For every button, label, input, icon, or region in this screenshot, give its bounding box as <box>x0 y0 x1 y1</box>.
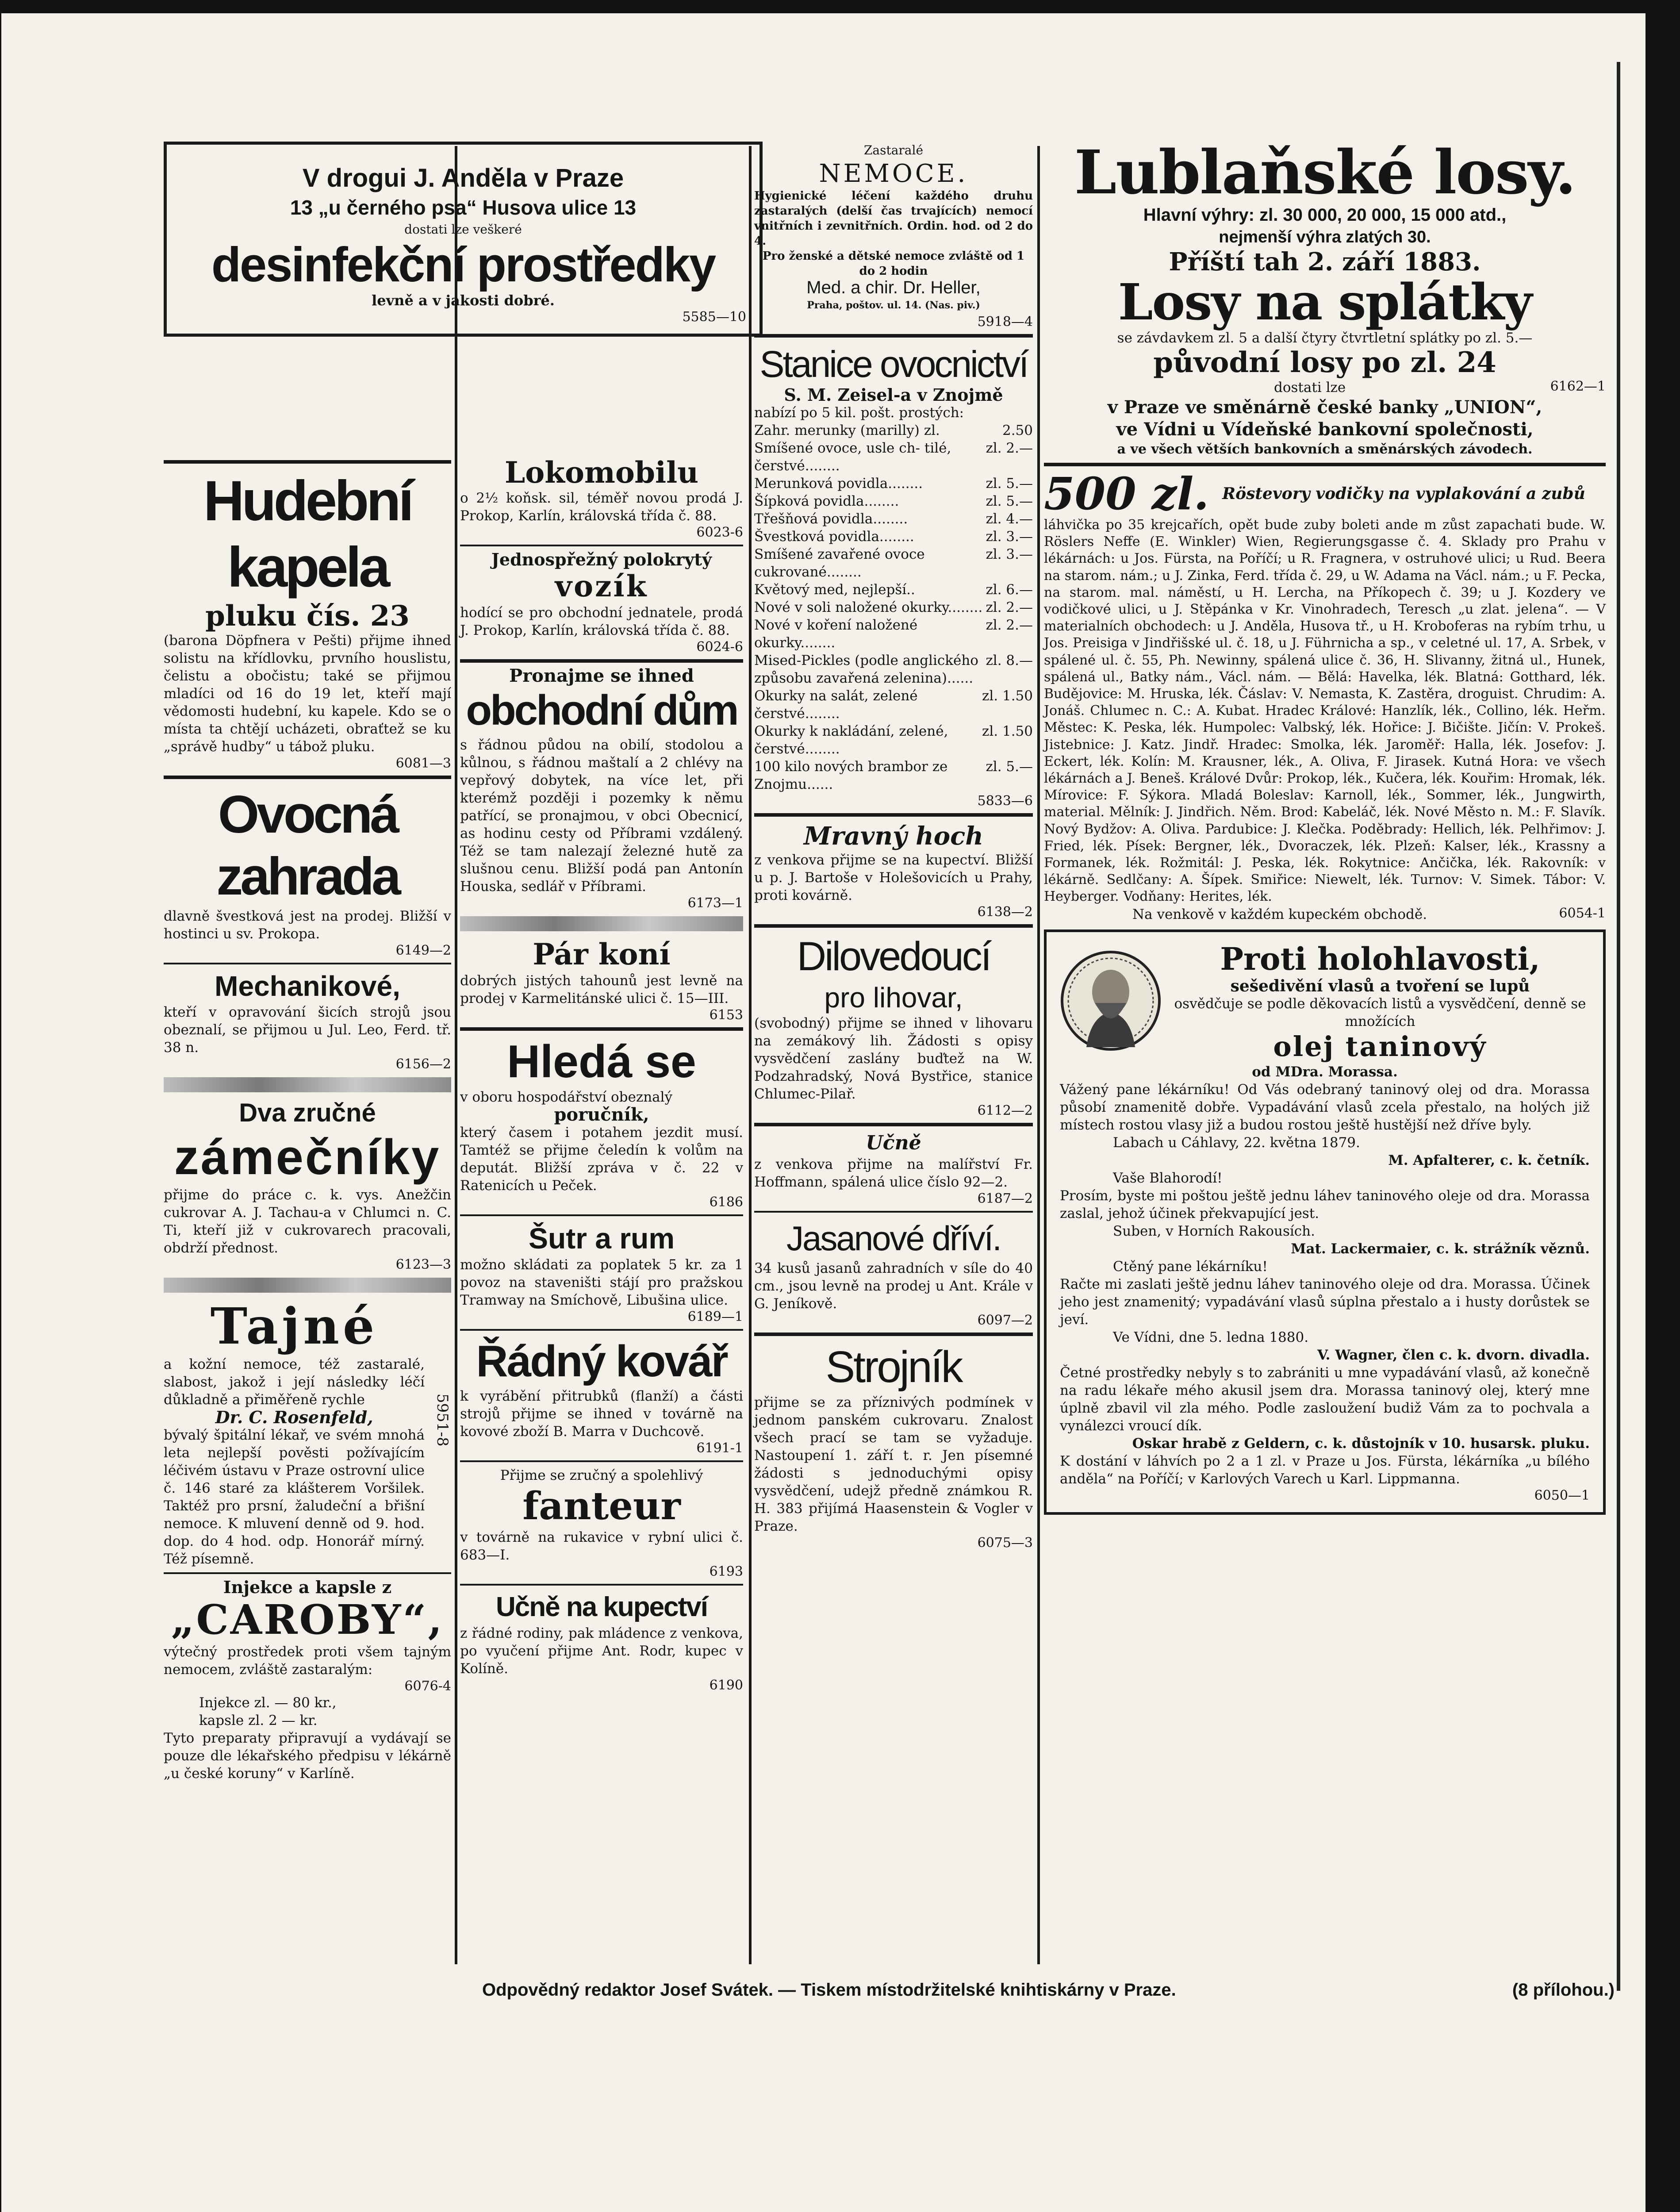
divider <box>460 545 743 546</box>
column-rule-3 <box>1037 146 1040 1964</box>
side-number: 5951-8 <box>433 1394 451 1447</box>
ad-line: Hlavní výhry: zl. 30 000, 20 000, 15 000 atd., <box>1143 205 1507 225</box>
ad-mravny-hoch <box>754 821 1033 920</box>
ad-ovocna-zahrada <box>164 783 451 958</box>
ad-number: 6149—2 <box>395 943 451 958</box>
ad-number: 6193 <box>709 1564 743 1579</box>
price-item-price: zl. 1.50 <box>982 688 1033 704</box>
ad-text: přijme do práce c. k. vys. Anežčin cukrovar A. J. Tachau-a v Chlumci n. C. Ti, kteří již v cukrovarech pracovali, obdrží přednost. <box>164 1187 451 1256</box>
price-row <box>754 599 1033 616</box>
ad-lublanske-losy <box>1044 137 1606 458</box>
ad-proti-holohlavosti <box>1044 929 1606 1515</box>
ad-number: 6186 <box>709 1194 743 1210</box>
ad-headline: Losy na splátky <box>1118 273 1532 331</box>
price-row <box>754 616 1033 652</box>
ad-number: 6112—2 <box>977 1103 1033 1118</box>
ad-headline: Řádný kovář <box>476 1336 727 1386</box>
ad-headline: Lokomobilu <box>504 455 699 490</box>
divider <box>164 776 451 779</box>
price-row <box>754 758 1033 793</box>
ad-text: a kožní nemoce, též zastaralé, slabost, jakož i její následky léčí důkladně a přiměřeně rychle <box>164 1356 425 1408</box>
price-item-price: zl. 1.50 <box>982 723 1033 739</box>
ad-text: Hygienické léčení každého druhu zastaralých (delší čas trvajících) nemocí vnitřních i zevnitřních. Ordin. hod. od 2 do 4. <box>754 189 1033 248</box>
ad-line: od MDra. Morassa. <box>1252 1064 1398 1080</box>
ad-text: (svobodný) přijme se ihned v lihovaru na zemákový lih. Žádosti s opisy vysvědčení zaslány buďtež na W. Podzahradský, Nová Bystřice, stanice Chlumec-Pilař. <box>754 1015 1033 1102</box>
ad-line: V drogui J. Anděla v Praze <box>302 164 624 192</box>
price-row <box>754 510 1033 528</box>
ad-hleda-se <box>460 1035 743 1210</box>
ad-text: z venkova přijme se na kupectví. Bližší u p. J. Bartoše v Holešovicích u Prahy, proti kovárně. <box>754 852 1033 903</box>
ad-text: Vážený pane lékárníku! Od Vás odebraný taninový olej od dra. Morassa působí znamenitě dobře. Vypadávání vlasů zcela přestalo, na holých již místech rostou vlasy již a budou rostou ještě hustější než dříve byly. <box>1060 1081 1590 1133</box>
ad-number: 6050—1 <box>1534 1487 1590 1503</box>
ad-line: Pronajme se ihned <box>509 665 694 686</box>
ad-headline: desinfekční prostředky <box>211 238 715 292</box>
ad-text: přijme se za příznivých podmínek v jednom panském cukrovaru. Znalost všech prací se tam se vyžaduje. Nastoupení 1. září t. r. Jen písemné žádosti s jednoduchými opisy vysvědčení, udejž předně známkou R. H. 383 přijímá Haasenstein & Vogler v Praze. <box>754 1394 1033 1534</box>
ad-text: Račte mi zaslati ještě jednu láhev taninového oleje od dra. Morassa. Účinek jeho jest znamenitý; vypadávání vlasů súplna přestalo a i husty dorůstek se jeví. <box>1060 1276 1590 1328</box>
price-item-price: zl. 5.— <box>986 759 1033 775</box>
divider <box>754 813 1033 817</box>
price-item-price: zl. 6.— <box>986 582 1033 598</box>
ad-text: o 2½ koňsk. sil, téměř novou prodá J. Prokop, Karlín, královská třída č. 88. <box>460 490 743 524</box>
ad-subheadline: olej taninový <box>1273 1030 1487 1063</box>
price-item-price: zl. 5.— <box>986 493 1033 509</box>
ad-headline: Strojník <box>825 1342 962 1392</box>
price-item-name: Merunková povidla........ <box>754 476 923 492</box>
ad-500-zl <box>1044 468 1606 923</box>
divider <box>460 659 743 663</box>
price-item-name: Mised-Pickles (podle anglického způsobu zavařená zelenina)...... <box>754 653 978 686</box>
ad-text: Četné prostředky nebyly s to zabrániti u mne vypadávání vlasů, až konečně na radu lékaře mého akusil jsem dra. Morassa taninový olej, který mne úplně zbavil vil zla mého. Podle zasloužení budiž Vám za to pochvala a vynálezci vroucí dík. <box>1060 1364 1590 1434</box>
ad-headline: Učně na kupectví <box>496 1592 707 1622</box>
divider <box>460 1584 743 1586</box>
ad-text: který časem i potahem jezdit musí. Tamtéž se přijme čeledín k volům na deputát. Bližší zpráva v č. 22 v Ratenicích u Peček. <box>460 1125 743 1194</box>
ad-line: Jednospřežný polokrytý <box>491 549 712 569</box>
ad-text: možno skládati za poplatek 5 kr. za 1 povoz na staveništi stájí pro pražskou Tramway na Smíchově, Libušina ulice. <box>460 1257 743 1308</box>
ad-text: nabízí po 5 kil. pošt. prostých: <box>754 405 964 421</box>
ad-obchodni-dum <box>460 667 743 911</box>
ad-line: dostati lze veškeré <box>404 222 522 237</box>
divider <box>754 924 1033 928</box>
ad-headline: Ovocná zahrada <box>216 785 399 906</box>
ad-headline: 500 zl. <box>1044 468 1209 520</box>
ad-number: 6190 <box>709 1678 743 1693</box>
ad-headline: obchodní dům <box>466 687 737 734</box>
price-row <box>754 492 1033 510</box>
ad-text: Ctěný pane lékárníku! <box>1113 1258 1268 1275</box>
ad-text: k vyrábění přitrubků (flanží) a části strojů přijme se ihned v továrně na kovové zboží B. Marra v Duchcově. <box>460 1388 743 1440</box>
ad-number: 6187—2 <box>977 1191 1033 1206</box>
column-rule-1 <box>455 146 457 1964</box>
price-row <box>754 687 1033 722</box>
divider <box>460 1214 743 1216</box>
ad-price: Injekce zl. — 80 kr., <box>199 1695 337 1711</box>
divider <box>460 916 743 931</box>
ad-text: dobrých jistých tahounů jest levně na prodej v Karmelitánské ulici č. 15—III. <box>460 973 743 1006</box>
ad-headline: Hledá se <box>507 1036 696 1087</box>
price-item-price: zl. 8.— <box>986 653 1033 668</box>
ad-number: 5585—10 <box>682 309 746 325</box>
ad-hudebni-kapela <box>164 468 451 771</box>
ad-line: sešedivění vlasů a tvoření se lupů <box>1230 976 1530 995</box>
ad-signature: Ve Vídni, dne 5. ledna 1880. <box>1113 1329 1309 1345</box>
ad-headline: Mechanikové, <box>215 970 400 1002</box>
ad-number: 6024-6 <box>696 639 743 655</box>
ad-signature: Oskar hrabě z Geldern, c. k. důstojník v 10. husarsk. pluku. <box>1132 1435 1590 1452</box>
column-2 <box>460 456 743 1693</box>
ad-text: z řádné rodiny, pak mládence z venkova, po vyučení přijme Ant. Rodr, kupec v Kolíně. <box>460 1625 743 1677</box>
ad-number: 6097—2 <box>977 1313 1033 1328</box>
ad-line: Na venkově v každém kupeckém obchodě. <box>1132 906 1427 922</box>
ad-number: 6162—1 <box>1550 379 1606 394</box>
price-item-name: Třešňová povidla........ <box>754 511 908 527</box>
ad-line: původní losy po zl. 24 <box>1153 346 1496 379</box>
ad-text: (barona Döpfnera v Pešti) přijme ihned solistu na křídlovku, prvního houslistu, čelistu a obočistu; také se přijmou mladíci od 16 do 19 let, kteří mají vědomosti hudební, ku kapele. Kdo se o místa ta chtějí ucházeti, obraťtež se ku „správě hudby“ u tábož pluku. <box>164 633 451 755</box>
ad-line: v Praze ve směnárně české banky „UNION“, <box>1107 397 1542 418</box>
divider <box>754 1123 1033 1126</box>
price-item-name: 100 kilo nových brambor ze Znojmu...... <box>754 759 948 792</box>
ad-number: 6023-6 <box>696 525 743 540</box>
ad-address: Praha, poštov. ul. 14. (Nas. piv.) <box>807 300 980 311</box>
ad-vozik <box>460 551 743 655</box>
ad-line: Zastaralé <box>863 143 924 157</box>
ad-sutr-a-rum <box>460 1221 743 1325</box>
price-item-price: 2.50 <box>1002 422 1033 438</box>
ad-headline: Stanice ovocnictví <box>759 343 1028 385</box>
ad-number: 6173—1 <box>687 895 743 911</box>
divider <box>754 334 1033 338</box>
ad-line: 13 „u černého psa“ Husova ulice 13 <box>290 196 637 219</box>
ad-mechanikove <box>164 969 451 1072</box>
ad-signature: Mat. Lackermaier, c. k. strážník věznů. <box>1291 1240 1590 1257</box>
ad-ucne-na-kupectvi <box>460 1590 743 1693</box>
ad-ucne <box>754 1131 1033 1206</box>
ad-subheadline: Röstevory vodičky na vyplakování a zubů <box>1222 484 1585 503</box>
ad-text: dlavně švestková jest na prodej. Bližší v hostinci u sv. Prokopa. <box>164 908 451 942</box>
ad-number: 6138—2 <box>977 904 1033 920</box>
ad-number: 5833—6 <box>977 793 1033 809</box>
ad-line: a ve všech větších bankovních a směnárských závodech. <box>1117 442 1533 457</box>
ad-text: kteří v opravování šicích strojů jsou obeznalí, se přijmou u Jul. Leo, Ferd. tř. 38 n. <box>164 1004 451 1056</box>
ad-line: levně a v jakosti dobré. <box>372 292 555 309</box>
ad-par-koni <box>460 937 743 1023</box>
price-list <box>754 422 1033 793</box>
price-item-price: zl. 3.— <box>986 546 1033 562</box>
ad-number: 6075—3 <box>977 1535 1033 1551</box>
price-item-name: Smíšené zavařené ovoce cukrované........ <box>754 546 925 580</box>
divider <box>460 1329 743 1331</box>
ad-headline: zámečníky <box>174 1129 441 1185</box>
ad-text: hodící se pro obchodní jednatele, prodá J. Prokop, Karlín, královská třída č. 88. <box>460 605 743 638</box>
ad-number: 6189—1 <box>687 1309 743 1325</box>
ad-number: 6081—3 <box>395 756 451 771</box>
price-item-name: Smíšené ovoce, usle ch- tilé, čerstvé........ <box>754 440 951 474</box>
ad-signature: Labach u Cáhlavy, 22. května 1879. <box>1113 1134 1360 1151</box>
ad-text: bývalý špitální lékař, ve svém mnohá leta nejlepší pověsti požívajícím léčivém ústavu v Praze ostrovní ulice č. 146 staré za klášterem Voršilek. Taktéž pro prsní, žaludeční a břišní nemoce. K mluvení denně od 9. hod. dop. do 4 hod. odp. Honorář mírný. Též písemně. <box>164 1427 425 1567</box>
ad-number: 6054-1 <box>1559 905 1606 921</box>
divider <box>164 1077 451 1092</box>
divider <box>164 1572 451 1574</box>
ad-nemoce <box>754 142 1033 330</box>
ad-headline: „CAROBY“, <box>171 1596 444 1644</box>
price-item-name: Okurky k nakládání, zelené, čerstvé........ <box>754 723 948 757</box>
price-item-price: zl. 2.— <box>986 599 1033 615</box>
ad-number: 6076-4 <box>404 1678 451 1694</box>
ad-text: z venkova přijme na malířství Fr. Hoffmann, spálená ulice číslo 92—2. <box>754 1156 1033 1190</box>
ad-tajne-nemoce <box>164 1298 451 1568</box>
ad-headline: Tajné <box>210 1298 378 1356</box>
ad-headline: fanteur <box>522 1484 681 1528</box>
ad-name: Dr. C. Rosenfeld, <box>215 1407 373 1427</box>
ad-text: s řádnou půdou na obilí, stodolou a kůlnou, s řádnou maštalí a 2 chlévy na vepřový dobytek, na více let, při kterémž později i pozemky k němu patřící, se pronajmou, v obci Obecnicí, as hodinu cesty od Příbrami vzdálený. Též se tam nalezají železné hutě za slušnou cenu. Bližší podá pan Antonín Houska, sedlář v Příbrami. <box>460 737 743 895</box>
ad-text: K dostání v láhvích po 2 a 1 zl. v Praze u Jos. Fürsta, lékárníka „u bílého anděla“ na Poříčí; v Karlových Varech u Karl. Lippmanna. <box>1060 1453 1590 1487</box>
price-row <box>754 422 1033 439</box>
price-row <box>754 545 1033 581</box>
ad-line: osvědčuje se podle děkovacích listů a vysvědčení, denně se množících <box>1174 995 1586 1029</box>
ad-text: Tyto preparaty připravují a vydávají se pouze dle lékařského předpisu v lékárně „u české koruny“ v Karlíně. <box>164 1730 451 1782</box>
ad-subheadline: pro lihovar, <box>824 982 963 1014</box>
ad-signature: V. Wagner, člen c. k. dvorn. divadla. <box>1317 1347 1590 1363</box>
ad-headline: Učně <box>866 1132 921 1154</box>
ad-jasanove-drivi <box>754 1217 1033 1328</box>
divider <box>164 1278 451 1293</box>
ad-text: láhvička po 35 krejcařích, opět bude zuby boleti ande m zůst zapachati bude. W. Röslers Neffe (E. Winkler) Wien, Regierungsgasse č. 4. Sklady pro Prahu v lékárnách: u Jos. Fürsta, na Poříčí; u R. Fragnera, v ostruhové ulici; u Rud. Beera na starom. nám.; u J. Zinka, Ferd. třída č. 29, u W. Adama na Václ. nám.; u F. Pecka, na starom. mal. náměstí, u H. Lercha, na Příkopech č. 39; u J. Kozdery ve vodičkové ulici, u J. Stěpánka v Kr. Vinohradech, Teresch „u zlat. jelena“. — V materialních obchodech: u J. Anděla, Husova tř., u H. Kroboferas na rybím trhu, u Jos. Preisiga v Jindřišské ul. č. 18, u J. Führnicha a sp., v celetné ul. 17, A. Srbek, v spálené ul. č. 55, Ph. Newinny, spálená ulice č. 36, H. Slivanny, žitná ul., Hunek, spálená ul., Batky nám., Václ. nám. — Bělá: Havelka, lék. Blatná: Gotthard, lék. Budějovice: M. Hruska, lék. Čáslav: V. Nemasta, K. Zastěra, droguist. Chrudim: A. Jonáš. Chlumec n. C.: A. Kubat. Hradec Králové: Hanzlík, lék., Collino, lék. Heřm. Městec: K. Peska, lék. Humpolec: Valbský, lék. Hořice: J. Bičište. Jičín: V. Prokeš. Jistebnice: J. Katz. Jindř. Hradec: Smolka, lék. Jaroměř: Halla, lék. Josefov: J. Eckert, lék. Kolín: M. Krausner, lék., A. Oliva, F. Jirasek. Kutná Hora: ve všech lékárnách a J. Beneš. Králové Dvůr: Prokop, lék., Kučera, lék. Kouřim: Hromak, lék. Mírovice: F. Sýkora. Mladá Boleslav: Karnoll, lék., Sommer, lék., Jungwirth, material. Mělník: J. Jindřich. Něm. Brod: Kabeláč, lék. Nové Město n. M.: F. Slavík. Nový Bydžov: A. Oliva. Pardubice: J. Klečka. Poděbrady: Hellich, lék. Pelhřimov: J. Fried, lék. Písek: Bergner, lék., Dvoraczek, lék. Plzeň: Kalser, lék., Krassny a Formanek, lék. Rožmitál: J. Peska, lék. Rokytnice: Ančička, lék. Rakovník: v lékárně. Sedlčany: A. Šípek. Smiřice: Niewelt, lék. Turnov: V. Simek. Tábor: V. Heyberger. Vodňany: Herites, lék. <box>1044 517 1606 905</box>
footer-imprint: Odpovědný redaktor Josef Svátek. — Tiskem místodržitelské knihtiskárny v Praze. <box>482 1980 1176 2000</box>
ad-text: v oboru hospodářství obeznalý <box>460 1089 673 1105</box>
ad-radny-kovar <box>460 1335 743 1456</box>
ad-headline: vozík <box>555 569 648 603</box>
ad-number: 5918—4 <box>977 314 1033 330</box>
ad-number: 6123—3 <box>395 1257 451 1272</box>
ad-dilovedouci <box>754 932 1033 1118</box>
ad-headline: Dva zručné <box>239 1098 376 1127</box>
column-3 <box>754 142 1033 1551</box>
price-row <box>754 528 1033 545</box>
column-1 <box>164 142 746 350</box>
price-item-name: Zahr. merunky (marilly) zl. <box>754 422 940 438</box>
column-1-lower <box>164 456 451 1782</box>
price-item-name: Okurky na salát, zelené čerstvé........ <box>754 688 918 722</box>
divider <box>1044 463 1606 466</box>
ad-headline: Šutr a rum <box>528 1222 675 1255</box>
ad-caroby <box>164 1578 451 1782</box>
price-item-price: zl. 2.— <box>986 440 1033 456</box>
ad-zamecnici <box>164 1098 451 1272</box>
price-row <box>754 581 1033 599</box>
price-row <box>754 722 1033 758</box>
ad-line: Injekce a kapsle z <box>223 1577 392 1597</box>
ad-headline: NEMOCE. <box>819 159 968 188</box>
ad-headline: Jasanové dříví. <box>786 1219 1001 1258</box>
ad-lokomobila <box>460 456 743 540</box>
divider <box>754 1211 1033 1213</box>
column-4 <box>1044 137 1606 1515</box>
ad-headline: Lublaňské losy. <box>1074 137 1576 208</box>
ad-number: 6191-1 <box>696 1440 743 1456</box>
ad-text: výtečný prostředek proti všem tajným nemocem, zvláště zastaralým: <box>164 1644 451 1678</box>
ad-line: Přijme se zručný a spolehlivý <box>500 1467 703 1483</box>
divider <box>754 1333 1033 1336</box>
ad-text: 34 kusů jasanů zahradních v síle do 40 cm., jsou levně na prodej u Ant. Krále v G. Jeníkově. <box>754 1260 1033 1312</box>
ad-number: 6156—2 <box>395 1056 451 1072</box>
ad-signature: Suben, v Horních Rakousích. <box>1113 1223 1315 1239</box>
ad-headline: Hudební kapela <box>203 469 411 599</box>
ad-line: Příští tah 2. září 1883. <box>1169 247 1481 276</box>
ad-text: Vaše Blahorodí! <box>1113 1170 1223 1186</box>
ad-fanteur <box>460 1467 743 1579</box>
price-item-price: zl. 4.— <box>986 511 1033 527</box>
ad-line: nejmenší výhra zlatých 30. <box>1219 228 1431 246</box>
footer-supplement: (8 přílohou.) <box>1512 1980 1615 2000</box>
price-item-name: Nové v koření naložené okurky........ <box>754 617 918 651</box>
ad-drogerie-andel <box>164 142 763 337</box>
ad-strojnik <box>754 1340 1033 1551</box>
divider <box>164 963 451 964</box>
column-rule-2 <box>749 146 752 1964</box>
portrait-illustration <box>1060 945 1162 1056</box>
price-item-name: Šípková povidla........ <box>754 493 899 509</box>
price-row <box>754 652 1033 687</box>
price-item-price: zl. 5.— <box>986 476 1033 492</box>
ad-headline: Pár koní <box>533 937 671 972</box>
price-item-name: Květový med, nejlepší.. <box>754 582 915 598</box>
ad-number: 6153 <box>709 1007 743 1023</box>
divider <box>164 460 451 464</box>
ad-signature: M. Apfalterer, c. k. četník. <box>1388 1152 1590 1168</box>
price-item-price: zl. 3.— <box>986 529 1033 545</box>
ad-line: se závdavkem zl. 5 a další čtyry čtvrtletní splátky po zl. 5.— <box>1117 330 1533 346</box>
ad-headline: Proti holohlavosti, <box>1220 940 1540 977</box>
ad-headline: Mravný hoch <box>804 822 983 851</box>
page-footer <box>482 1980 1615 2000</box>
ad-price: kapsle zl. 2 — kr. <box>199 1713 318 1728</box>
ad-subheadline: S. M. Zeisel-a v Znojmě <box>784 385 1003 405</box>
price-item-name: Nové v soli naložené okurky........ <box>754 599 983 615</box>
price-row <box>754 439 1033 475</box>
ad-subheadline: poručník, <box>554 1104 649 1125</box>
ad-headline: Dilovedoucí <box>797 934 990 979</box>
price-item-name: Švestková povidla........ <box>754 529 914 545</box>
ad-line: ve Vídni u Vídeňské bankovní společnosti, <box>1116 419 1534 440</box>
ad-name: Med. a chir. Dr. Heller, <box>806 278 981 297</box>
ad-stanice-ovocnictvi <box>754 342 1033 809</box>
ad-subheadline: pluku čís. 23 <box>205 599 410 633</box>
price-row <box>754 475 1033 492</box>
price-item-price: zl. 2.— <box>986 617 1033 633</box>
ad-text: Pro ženské a dětské nemoce zvláště od 1 do 2 hodin <box>762 250 1025 278</box>
ad-line: dostati lze <box>1274 380 1346 396</box>
divider <box>460 1027 743 1031</box>
divider <box>460 1460 743 1462</box>
ad-text: Prosím, byste mi poštou ještě jednu láhev taninového oleje od dra. Morassa zaslal, jehož účinek překvapující jest. <box>1060 1187 1590 1221</box>
ad-text: v továrně na rukavice v rybní ulici č. 683—I. <box>460 1529 743 1563</box>
